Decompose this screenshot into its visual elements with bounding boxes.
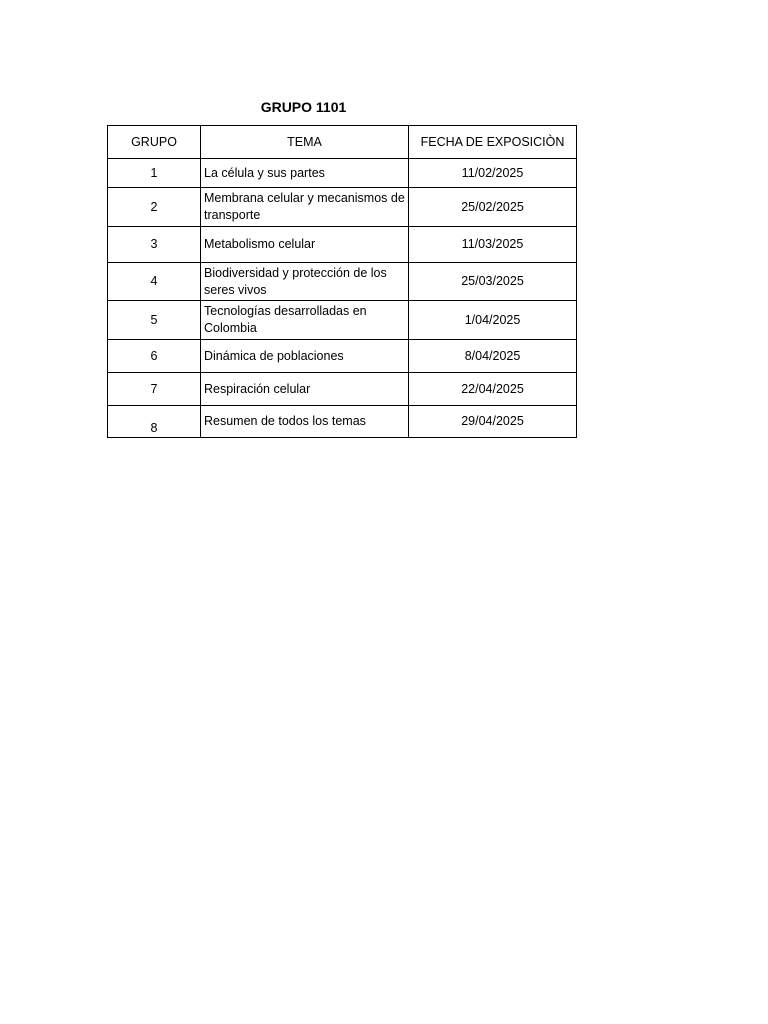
table-row (108, 406, 577, 438)
header-fecha: FECHA DE EXPOSICIÒN (409, 126, 577, 159)
grupo-cell: 6 (108, 340, 201, 373)
table-row (108, 373, 577, 406)
tema-cell: Tecnologías desarrolladas en Colombia (201, 301, 409, 340)
grupo-cell: 3 (108, 227, 201, 263)
fecha-cell: 11/02/2025 (409, 159, 577, 188)
fecha-cell: 22/04/2025 (409, 373, 577, 406)
tema-cell: La célula y sus partes (201, 159, 409, 188)
tema-cell: Membrana celular y mecanismos de transporte (201, 188, 409, 227)
tema-cell: Metabolismo celular (201, 227, 409, 263)
grupo-cell: 5 (108, 301, 201, 340)
grupo-cell: 4 (108, 263, 201, 301)
table-row (108, 227, 577, 263)
grupo-cell: 7 (108, 373, 201, 406)
tema-cell: Dinámica de poblaciones (201, 340, 409, 373)
table-header-row (108, 126, 577, 159)
fecha-cell: 8/04/2025 (409, 340, 577, 373)
table-row (108, 301, 577, 340)
header-grupo: GRUPO (108, 126, 201, 159)
header-tema: TEMA (201, 126, 409, 159)
table-row (108, 188, 577, 227)
fecha-cell: 25/03/2025 (409, 263, 577, 301)
table-row (108, 159, 577, 188)
tema-cell: Resumen de todos los temas (201, 406, 409, 438)
fecha-cell: 25/02/2025 (409, 188, 577, 227)
schedule-table (107, 125, 577, 438)
table-row (108, 340, 577, 373)
table-row (108, 263, 577, 301)
fecha-cell: 1/04/2025 (409, 301, 577, 340)
fecha-cell: 11/03/2025 (409, 227, 577, 263)
tema-cell: Respiración celular (201, 373, 409, 406)
grupo-cell: 2 (108, 188, 201, 227)
tema-cell: Biodiversidad y protección de los seres vivos (201, 263, 409, 301)
grupo-cell: 1 (108, 159, 201, 188)
fecha-cell: 29/04/2025 (409, 406, 577, 438)
grupo-cell: 8 (108, 406, 201, 438)
page-title: GRUPO 1101 (260, 99, 347, 115)
